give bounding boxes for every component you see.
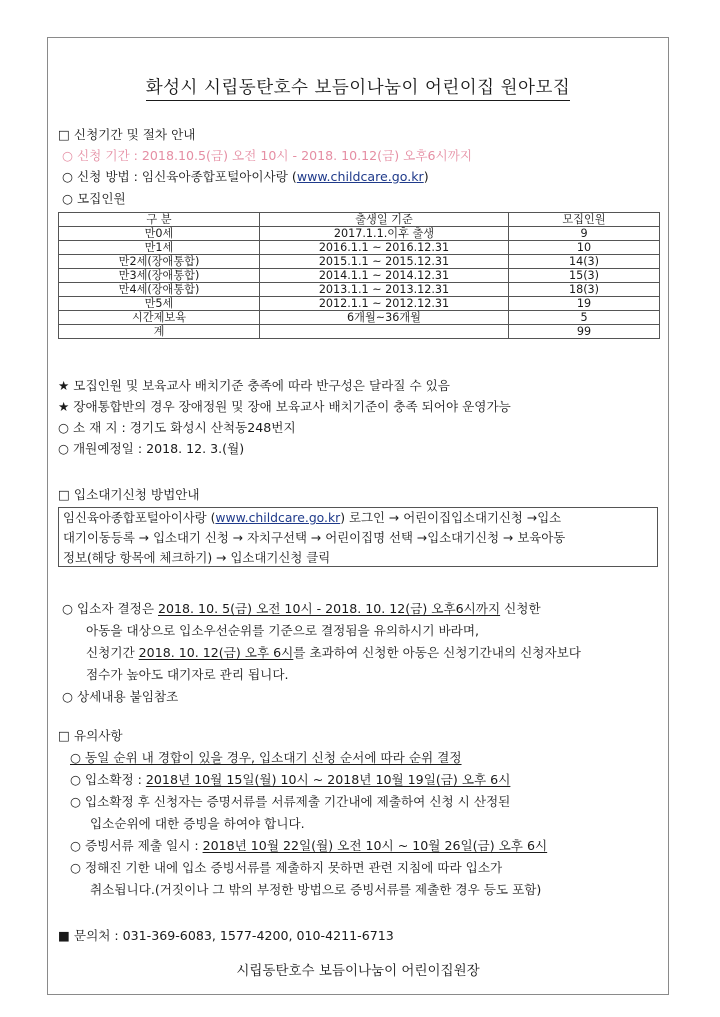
decision-line-1: ○ 입소자 결정은 2018. 10. 5(금) 오전 10시 - 2018. 10. 12(금) 오후6시까지 신청한 bbox=[62, 601, 541, 616]
caution-5b: 취소됩니다.(거짓이나 그 밖의 부정한 방법으로 증빙서류를 제출한 경우 등도 포함) bbox=[90, 882, 542, 897]
table-row: 시간제보육 6개월~36개월 5 bbox=[59, 311, 660, 325]
caution-4: ○ 증빙서류 제출 일시 : 2018년 10월 22일(월) 오전 10시 ~ 10월 26일(금) 오후 6시 bbox=[70, 838, 548, 853]
waitlist-line-1: 임신육아종합포털아이사랑 (www.childcare.go.kr) 로그인 → 어린이집입소대기신청 →입소 bbox=[63, 510, 562, 525]
document-frame bbox=[47, 37, 669, 995]
opening-date: ○ 개원예정일 : 2018. 12. 3.(월) bbox=[58, 441, 245, 456]
location: ○ 소 재 지 : 경기도 화성시 산척동248번지 bbox=[58, 420, 296, 435]
recruitment-table bbox=[58, 212, 660, 339]
waitlist-line-3: 정보(해당 항목에 체크하기) → 입소대기신청 클릭 bbox=[63, 550, 331, 565]
decision-line-4: 점수가 높아도 대기자로 관리 됩니다. bbox=[86, 667, 289, 682]
recruit-heading: ○ 모집인원 bbox=[62, 191, 126, 206]
note-class-composition: ★ 모집인원 및 보육교사 배치기준 충족에 따라 반구성은 달라질 수 있음 bbox=[58, 378, 450, 393]
table-row: 만0세 2017.1.1.이후 출생 9 bbox=[59, 227, 660, 241]
cautions-heading: □ 유의사항 bbox=[58, 728, 123, 743]
header-birthdate: 출생일 기준 bbox=[260, 213, 509, 227]
application-period: ○ 신청 기간 : 2018.10.5(금) 오전 10시 - 2018. 10.12(금) 오후6시까지 bbox=[62, 148, 473, 163]
decision-line-3: 신청기간 2018. 10. 12(금) 오후 6시를 초과하여 신청한 아동은 신청기간내의 신청자보다 bbox=[86, 645, 581, 660]
childcare-link-2[interactable]: www.childcare.go.kr bbox=[215, 510, 341, 525]
waitlist-line-2: 대기이동등록 → 입소대기 신청 → 자치구선택 → 어린이집명 선택 →입소대기신청 → 보육아동 bbox=[63, 530, 566, 545]
table-header-row bbox=[59, 213, 660, 227]
see-attachment: ○ 상세내용 붙임참조 bbox=[62, 689, 179, 704]
signature: 시립동탄호수 보듬이나눔이 어린이집원장 bbox=[236, 963, 480, 979]
table-total-row: 계 99 bbox=[59, 325, 660, 339]
table-row: 만5세 2012.1.1 ~ 2012.12.31 19 bbox=[59, 297, 660, 311]
waitlist-procedure-box bbox=[58, 507, 658, 567]
childcare-link[interactable]: www.childcare.go.kr bbox=[296, 169, 424, 184]
caution-3b: 입소순위에 대한 증빙을 하여야 합니다. bbox=[90, 816, 305, 831]
waitlist-heading: □ 입소대기신청 방법안내 bbox=[58, 487, 200, 502]
period-section-heading: □ 신청기간 및 절차 안내 bbox=[58, 127, 196, 142]
application-method: ○ 신청 방법 : 임신육아종합포털아이사랑 (www.childcare.go.kr) bbox=[62, 169, 429, 184]
table-row: 만4세(장애통합) 2013.1.1 ~ 2013.12.31 18(3) bbox=[59, 283, 660, 297]
table-row: 만1세 2016.1.1 ~ 2016.12.31 10 bbox=[59, 241, 660, 255]
document-title: 화성시 시립동탄호수 보듬이나눔이 어린이집 원아모집 bbox=[48, 74, 668, 99]
caution-5: ○ 정해진 기한 내에 입소 증빙서류를 제출하지 못하면 관련 지침에 따라 입소가 bbox=[70, 860, 503, 875]
decision-line-2: 아동을 대상으로 입소우선순위를 기준으로 결정됨을 유의하시기 바라며, bbox=[86, 623, 479, 638]
header-count: 모집인원 bbox=[509, 213, 660, 227]
contact-info: ■ 문의처 : 031-369-6083, 1577-4200, 010-4211-6713 bbox=[58, 928, 394, 943]
caution-2: ○ 입소확정 : 2018년 10월 15일(월) 10시 ~ 2018년 10월 19일(금) 오후 6시 bbox=[70, 772, 511, 787]
caution-3: ○ 입소확정 후 신청자는 증명서류를 서류제출 기간내에 제출하여 신청 시 산정된 bbox=[70, 794, 511, 809]
table-row: 만3세(장애통합) 2014.1.1 ~ 2014.12.31 15(3) bbox=[59, 269, 660, 283]
header-category: 구 분 bbox=[59, 213, 260, 227]
caution-1: ○ 동일 순위 내 경합이 있을 경우, 입소대기 신청 순서에 따라 순위 결정 bbox=[70, 750, 462, 765]
note-disability-class: ★ 장애통합반의 경우 장애정원 및 장애 보육교사 배치기준이 충족 되어야 운영가능 bbox=[58, 399, 511, 414]
table-row: 만2세(장애통합) 2015.1.1 ~ 2015.12.31 14(3) bbox=[59, 255, 660, 269]
